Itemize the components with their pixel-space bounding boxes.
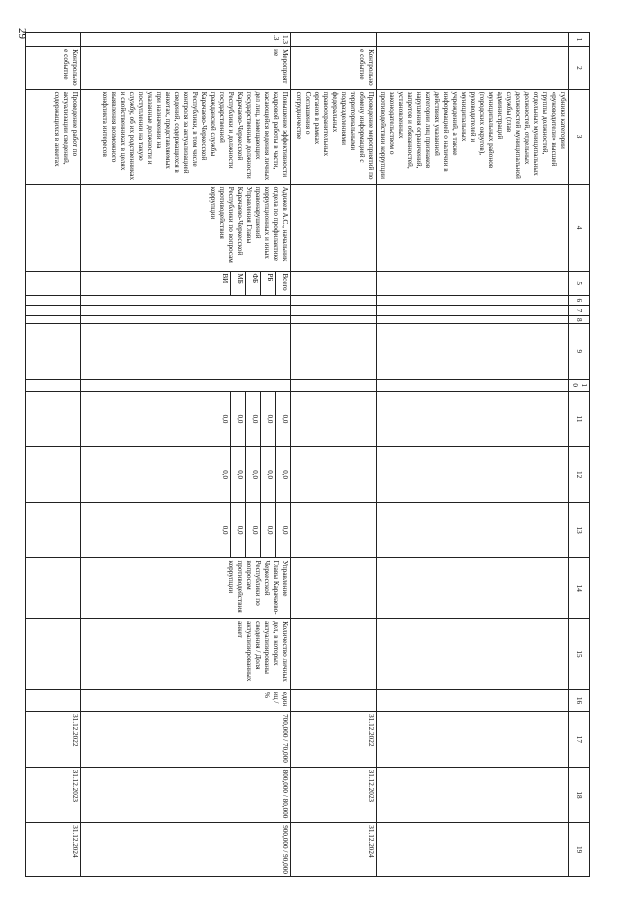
- cell-funding-12: [81, 447, 291, 503]
- cell-source: [26, 271, 81, 295]
- col-8: 8: [569, 315, 590, 323]
- funding-value: 0,0: [261, 447, 276, 502]
- col-3: 3: [569, 89, 590, 184]
- cell-empty: [26, 502, 81, 558]
- cell-empty: [377, 315, 569, 323]
- cell-num: 1.3.3: [81, 33, 291, 47]
- cell-2022: 31.12.2022: [291, 712, 377, 768]
- cell-2022: 31.12.2022: [26, 712, 81, 768]
- cell-2023: [377, 767, 569, 823]
- funding-value: 0,0: [221, 414, 229, 424]
- cell-empty: [377, 502, 569, 558]
- cell-source: [291, 271, 377, 295]
- page-number: 29: [16, 28, 28, 39]
- cell-indicator: Количество личных дел, в которых актуализированы сведения / Доля актуализированных анкет: [81, 619, 291, 690]
- cell-2024: 900,000 / 90,000: [81, 823, 291, 877]
- cell-2024: 31.12.2024: [26, 823, 81, 877]
- table-row: [81, 33, 291, 877]
- cell-num: [291, 33, 377, 47]
- source-item: РБ: [261, 272, 276, 295]
- cell-num: [26, 33, 81, 47]
- funding-list: [216, 392, 290, 447]
- cell-empty: [26, 447, 81, 503]
- cell-responsible: [291, 184, 377, 271]
- col-17: 17: [569, 712, 590, 768]
- cell-2022: [377, 712, 569, 768]
- cell-2024: 31.12.2024: [291, 823, 377, 877]
- col-9: 9: [569, 324, 590, 380]
- cell-unit: [291, 689, 377, 711]
- cell-executor: Управление Главы Карачаево-Черкесской Республики по вопросам противодействия коррупции: [81, 558, 291, 619]
- cell-unit: единиц / %: [81, 689, 291, 711]
- cell-source: [377, 271, 569, 295]
- cell-2023: 31.12.2023: [26, 767, 81, 823]
- rotated-table-container: [52, 32, 590, 877]
- source-list: [216, 272, 290, 295]
- funding-value: 0,0: [276, 503, 291, 558]
- cell-empty: [291, 324, 377, 380]
- col-18: 18: [569, 767, 590, 823]
- funding-value: 0,0: [231, 392, 246, 447]
- table-row: [377, 33, 569, 877]
- funding-value: 0,0: [276, 392, 291, 447]
- col-1: 1: [569, 33, 590, 47]
- col-19: 19: [569, 823, 590, 877]
- funding-value: 0,0: [261, 392, 276, 447]
- source-item: ВИ: [221, 273, 229, 284]
- cell-type: Контрольное событие: [291, 47, 377, 89]
- table-row: [26, 33, 81, 877]
- cell-empty: [26, 305, 81, 315]
- funding-value: 0,0: [246, 392, 261, 447]
- cell-responsible: [26, 184, 81, 271]
- col-12: 12: [569, 447, 590, 503]
- cell-empty: [26, 324, 81, 380]
- funding-list: [216, 503, 290, 558]
- cell-empty: [377, 379, 569, 391]
- cell-type: Контрольное событие: [26, 47, 81, 89]
- col-5: 5: [569, 271, 590, 295]
- program-table: [25, 32, 590, 877]
- cell-empty: [291, 295, 377, 305]
- funding-value: 0,0: [221, 525, 229, 535]
- funding-value: 0,0: [246, 503, 261, 558]
- funding-list: [216, 447, 290, 502]
- source-item: Всего: [276, 272, 291, 295]
- cell-responsible: Адижев А.С., начальник отдела по профилактике коррупционных и иных правонарушений Управления Главы Карачаево-Черкесской Республики по вопросам противодействия коррупции: [81, 184, 291, 271]
- cell-empty: [291, 391, 377, 447]
- cell-2022: 700,000 / 70,000: [81, 712, 291, 768]
- cell-empty: [26, 315, 81, 323]
- cell-unit: [26, 689, 81, 711]
- cell-indicator: [291, 619, 377, 690]
- funding-value: 0,0: [231, 447, 246, 502]
- col-4: 4: [569, 184, 590, 271]
- col-10: 10: [569, 379, 590, 391]
- cell-empty: [377, 447, 569, 503]
- col-14: 14: [569, 558, 590, 619]
- funding-value: 0,0: [221, 470, 229, 479]
- source-item: МБ: [231, 272, 246, 295]
- cell-empty: [291, 379, 377, 391]
- cell-empty: [291, 305, 377, 315]
- cell-empty: [377, 391, 569, 447]
- cell-empty: [81, 305, 291, 315]
- cell-empty: [377, 295, 569, 305]
- cell-unit: [377, 689, 569, 711]
- cell-empty: [291, 502, 377, 558]
- cell-type: Мероприятие: [81, 47, 291, 89]
- cell-empty: [291, 315, 377, 323]
- cell-empty: [81, 315, 291, 323]
- funding-value: 0,0: [246, 447, 261, 502]
- cell-empty: [377, 305, 569, 315]
- cell-indicator: [26, 619, 81, 690]
- cell-empty: [81, 295, 291, 305]
- col-6: 6: [569, 295, 590, 305]
- cell-funding-11: [81, 391, 291, 447]
- funding-value: 0,0: [231, 503, 246, 558]
- cell-2024: [377, 823, 569, 877]
- cell-description: Проведение работ по актуализации сведений, содержащихся в анкетах: [26, 89, 81, 184]
- col-15: 15: [569, 619, 590, 690]
- cell-description: Проведение мероприятий по обмену информацией с территориальными подразделениями федеральных правоохранительных органов в рамках Соглашения о сотрудничестве: [291, 89, 377, 184]
- table-row: [291, 33, 377, 877]
- cell-description: губники категории «руководители» высшей группы должностей, отдельных муниципальных должностей, отдельных должностей муниципальной службы (глав администраций муниципальных районов (городских округов), руководителей и муниципальных учреждений, а также информацией о наличии в действиях указанной категории лиц признаков нарушения ограничений, запретов и обязанностей, установленных законодательством о противодействии коррупции: [377, 89, 569, 184]
- cell-type: [377, 47, 569, 89]
- cell-2023: 31.12.2023: [291, 767, 377, 823]
- cell-num: [377, 33, 569, 47]
- funding-value: 0,0: [276, 447, 291, 502]
- cell-empty: [81, 379, 291, 391]
- cell-2023: 800,000 / 80,000: [81, 767, 291, 823]
- col-13: 13: [569, 502, 590, 558]
- source-item: ФБ: [246, 272, 261, 295]
- cell-empty: [81, 324, 291, 380]
- col-16: 16: [569, 689, 590, 711]
- cell-executor: [291, 558, 377, 619]
- cell-source: [81, 271, 291, 295]
- cell-description: Повышение эффективности кадровой работы в части, касающейся ведения личных дел лиц, замещающих государственные должности Карачаево-Черкесской Республики и должности государственной гражданской службы Карачаево-Черкесской Республики, в том числе контроля за актуализацией сведений, содержащихся в анкетах, представляемых при назначении на указанные должности и поступлении на такую службу, об их родственниках и свойственниках в целях выявления возможного конфликта интересов: [81, 89, 291, 184]
- cell-indicator: [377, 619, 569, 690]
- col-7: 7: [569, 305, 590, 315]
- cell-responsible: [377, 184, 569, 271]
- funding-value: 0,0: [261, 503, 276, 558]
- cell-empty: [377, 324, 569, 380]
- cell-empty: [26, 295, 81, 305]
- cell-executor: [377, 558, 569, 619]
- cell-empty: [26, 391, 81, 447]
- cell-empty: [291, 447, 377, 503]
- cell-empty: [26, 379, 81, 391]
- col-11: 11: [569, 391, 590, 447]
- header-row: [569, 33, 590, 877]
- col-2: 2: [569, 47, 590, 89]
- cell-funding-13: [81, 502, 291, 558]
- cell-executor: [26, 558, 81, 619]
